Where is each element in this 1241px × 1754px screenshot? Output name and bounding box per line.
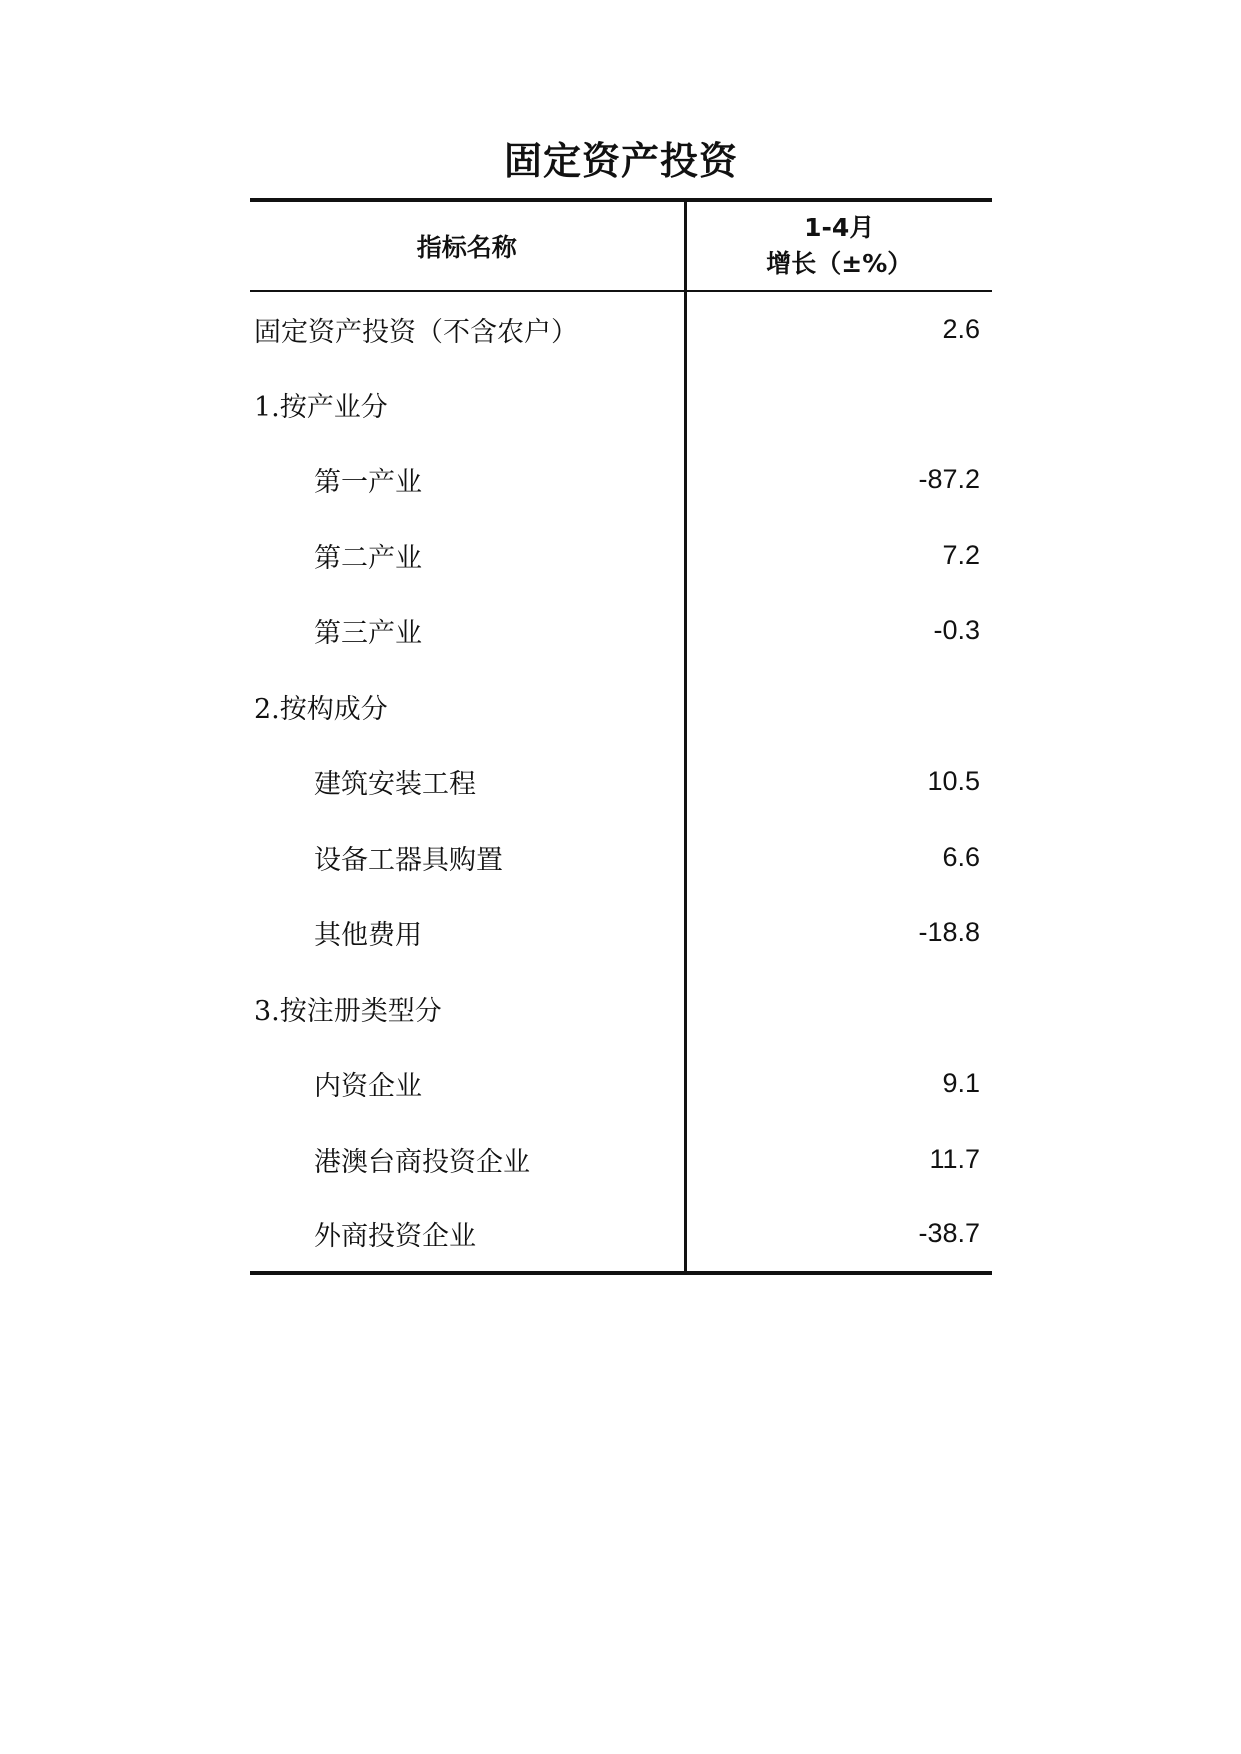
row-name: 3.按注册类型分 [250,971,685,1047]
name-column-header: 指标名称 [250,200,685,291]
row-name: 内资企业 [250,1046,685,1122]
row-value: 11.7 [929,1143,980,1174]
row-name: 第三产业 [250,593,685,669]
table-row [250,1046,992,1122]
table-row [250,291,992,367]
table-row [250,669,992,745]
value-column-unit: 增长（±%） [766,249,913,278]
investment-table [250,198,992,1275]
row-value: 9.1 [942,1068,980,1099]
row-name: 2.按构成分 [250,669,685,745]
table-body [250,291,992,1273]
row-value: 6.6 [942,841,980,872]
row-name: 1.按产业分 [250,367,685,443]
row-value: -87.2 [918,464,980,495]
table-row [250,1122,992,1198]
row-value: 2.6 [942,313,980,344]
row-name: 港澳台商投资企业 [250,1122,685,1198]
row-name: 第二产业 [250,518,685,594]
row-value: -0.3 [933,615,980,646]
row-name: 固定资产投资（不含农户） [250,291,685,367]
table-row [250,442,992,518]
row-name: 其他费用 [250,895,685,971]
investment-table-container [250,198,992,1275]
row-value: 7.2 [942,539,980,570]
table-header [250,200,992,291]
table-row [250,593,992,669]
page-title: 固定资产投资 [503,139,738,183]
value-column-header [685,200,992,291]
value-column-period: 1-4月 [804,213,875,242]
table-row [250,820,992,896]
row-name: 建筑安装工程 [250,744,685,820]
row-name: 设备工器具购置 [250,820,685,896]
row-value [685,669,992,745]
row-name: 第一产业 [250,442,685,518]
row-name: 外商投资企业 [250,1197,685,1273]
table-row [250,367,992,443]
table-row [250,895,992,971]
header-row [250,200,992,291]
table-row [250,1197,992,1273]
row-value [685,367,992,443]
table-row [250,971,992,1047]
row-value: -18.8 [918,917,980,948]
row-value [685,971,992,1047]
table-row [250,518,992,594]
table-row [250,744,992,820]
row-value: 10.5 [927,766,980,797]
row-value: -38.7 [918,1218,980,1249]
